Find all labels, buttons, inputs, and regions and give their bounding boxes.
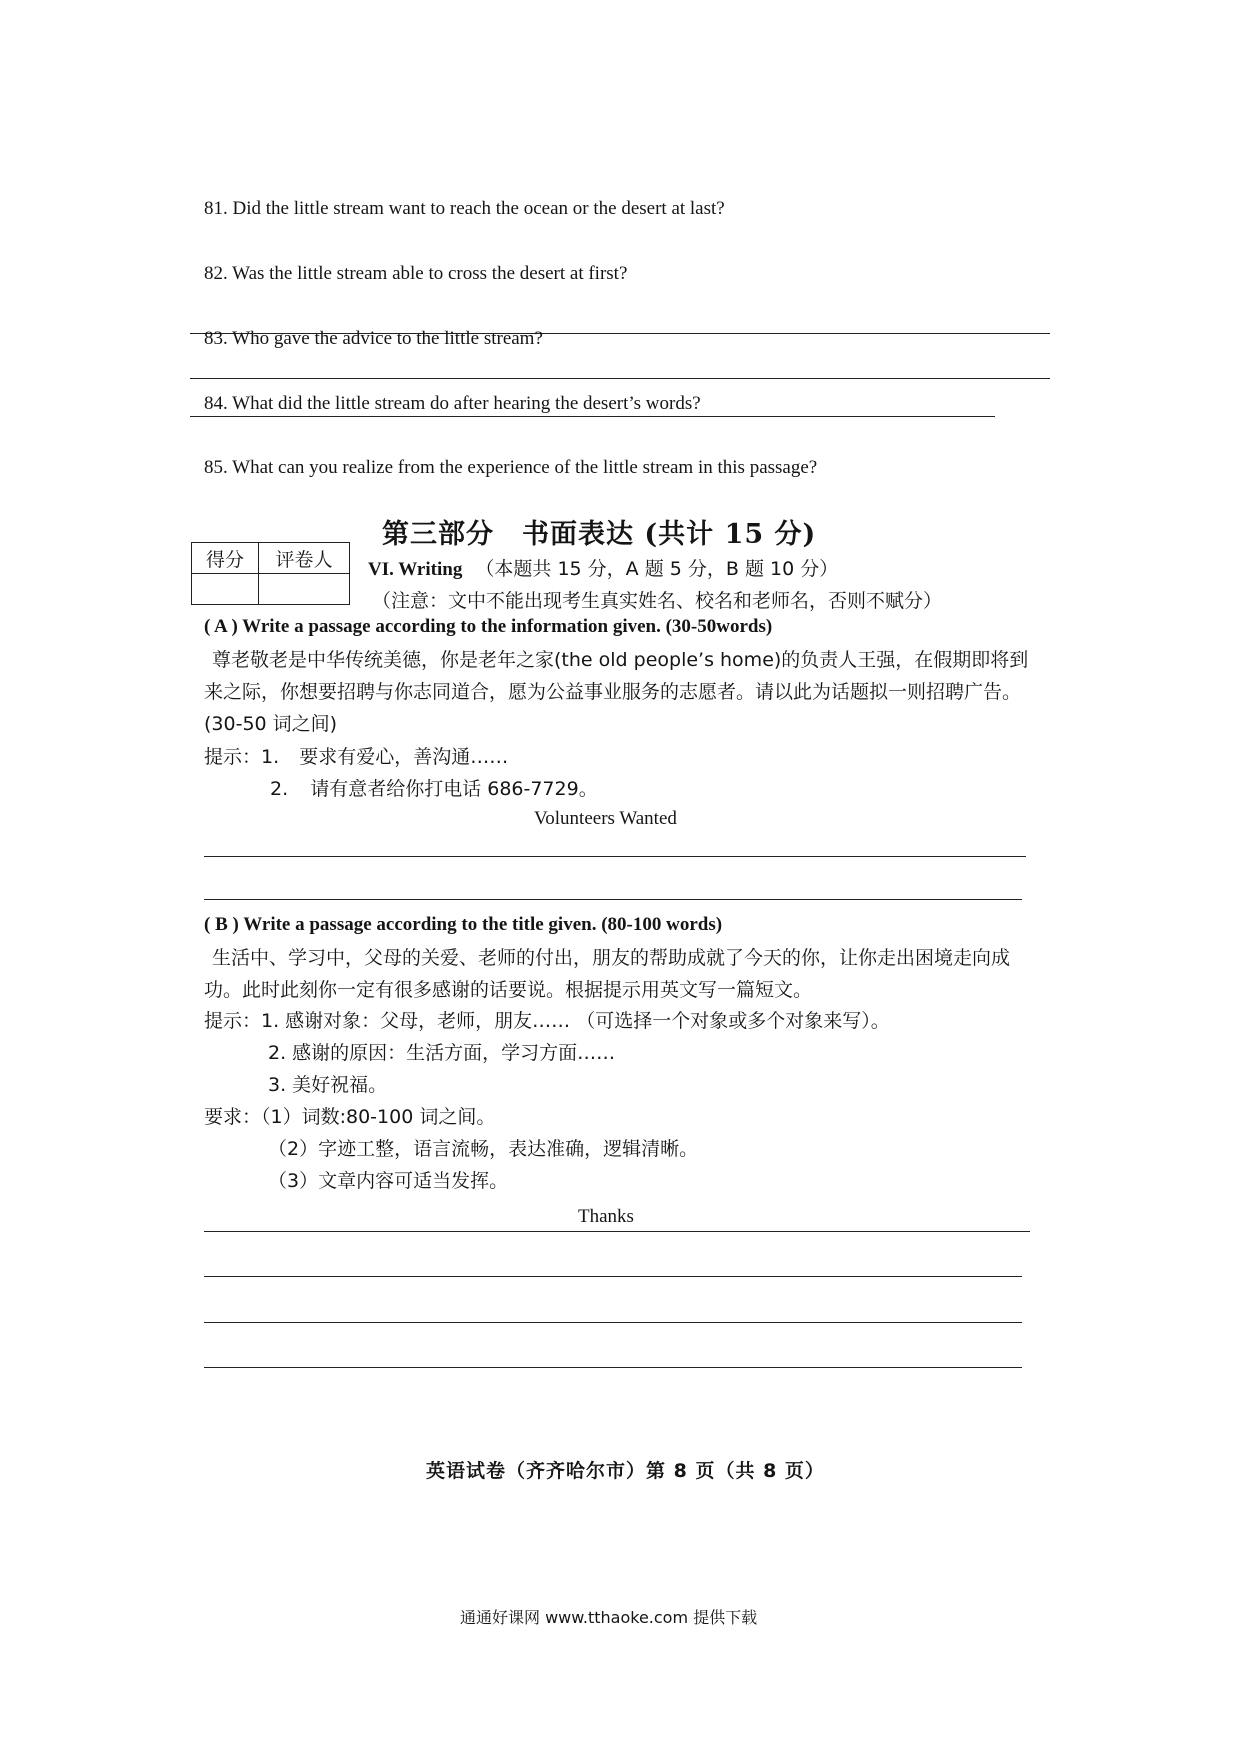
part-b-answer-line-2[interactable] xyxy=(204,1276,1022,1277)
part-a-hint-1: 要求有爱心，善沟通…… xyxy=(299,746,509,768)
score-table xyxy=(191,542,350,605)
question-84: 84. What did the little stream do after hearing the desert’s words? xyxy=(204,393,701,414)
writing-note: （注意：文中不能出现考生真实姓名、校名和老师名，否则不赋分） xyxy=(372,590,943,612)
grader-cell[interactable] xyxy=(259,574,350,605)
part-a-answer-line-1[interactable] xyxy=(204,856,1026,857)
part-b-hint-2: 2. 感谢的原因：生活方面，学习方面…… xyxy=(268,1042,616,1064)
section-title: 第三部分 书面表达 (共计 15 分) xyxy=(382,519,817,550)
question-85: 85. What can you realize from the experience of the little stream in this passage? xyxy=(204,457,818,478)
writing-heading: VI. Writing xyxy=(368,559,463,580)
question-81: 81. Did the little stream want to reach the ocean or the desert at last? xyxy=(204,198,725,219)
part-b-hint-3: 3. 美好祝福。 xyxy=(268,1074,388,1096)
grader-label: 评卷人 xyxy=(259,543,350,574)
part-b-req-3: （3）文章内容可适当发挥。 xyxy=(268,1170,509,1192)
part-b-req-2: （2）字迹工整，语言流畅，表达准确，逻辑清晰。 xyxy=(268,1138,699,1160)
part-b-body: 生活中、学习中，父母的关爱、老师的付出，朋友的帮助成就了今天的你，让你走出困境走向成功。此时此刻你一定有很多感谢的话要说。根据提示用英文写一篇短文。 xyxy=(204,947,1011,1001)
part-a-heading: ( A ) Write a passage according to the information given. (30-50words) xyxy=(204,616,773,637)
writing-heading-row xyxy=(368,554,838,581)
part-a-hint-label: 提示：1. xyxy=(204,746,280,768)
part-a-hint-2-num: 2. xyxy=(270,778,289,800)
part-b-heading: ( B ) Write a passage according to the title given. (80-100 words) xyxy=(204,914,723,935)
part-a-hint-1-row xyxy=(204,742,508,769)
part-b-answer-line-1[interactable] xyxy=(204,1231,1030,1232)
download-site-note: 通通好课网 www.tthaoke.com 提供下载 xyxy=(460,1608,758,1627)
part-a-hint-2-row xyxy=(270,774,598,801)
answer-line-84 xyxy=(190,416,995,417)
score-label: 得分 xyxy=(192,543,259,574)
part-a-body: 尊老敬老是中华传统美德，你是老年之家(the old people’s home)的负责人王强，在假期即将到来之际，你想要招聘与你志同道合，愿为公益事业服务的志愿者。请以此为话题拟一则招聘广告。(30-50 词之间) xyxy=(204,649,1029,735)
part-a-hint-2: 请有意者给你打电话 686-7729。 xyxy=(310,778,598,800)
part-b-answer-line-3[interactable] xyxy=(204,1322,1022,1323)
part-a-title: Volunteers Wanted xyxy=(534,808,677,829)
question-83: 83. Who gave the advice to the little stream? xyxy=(204,328,543,349)
part-b-answer-line-4[interactable] xyxy=(204,1367,1022,1368)
answer-line-83 xyxy=(190,378,1050,379)
writing-points: （本题共 15 分，A 题 5 分，B 题 10 分） xyxy=(475,558,839,580)
part-a-answer-line-2[interactable] xyxy=(204,899,1022,900)
score-cell[interactable] xyxy=(192,574,259,605)
question-82: 82. Was the little stream able to cross the desert at first? xyxy=(204,263,628,284)
part-b-title: Thanks xyxy=(578,1206,634,1227)
part-b-hint-1: 提示：1. 感谢对象：父母，老师，朋友…… （可选择一个对象或多个对象来写）。 xyxy=(204,1010,890,1032)
page-footer: 英语试卷（齐齐哈尔市）第 8 页（共 8 页） xyxy=(426,1460,825,1482)
part-b-req-1: 要求：（1）词数:80-100 词之间。 xyxy=(204,1106,496,1128)
